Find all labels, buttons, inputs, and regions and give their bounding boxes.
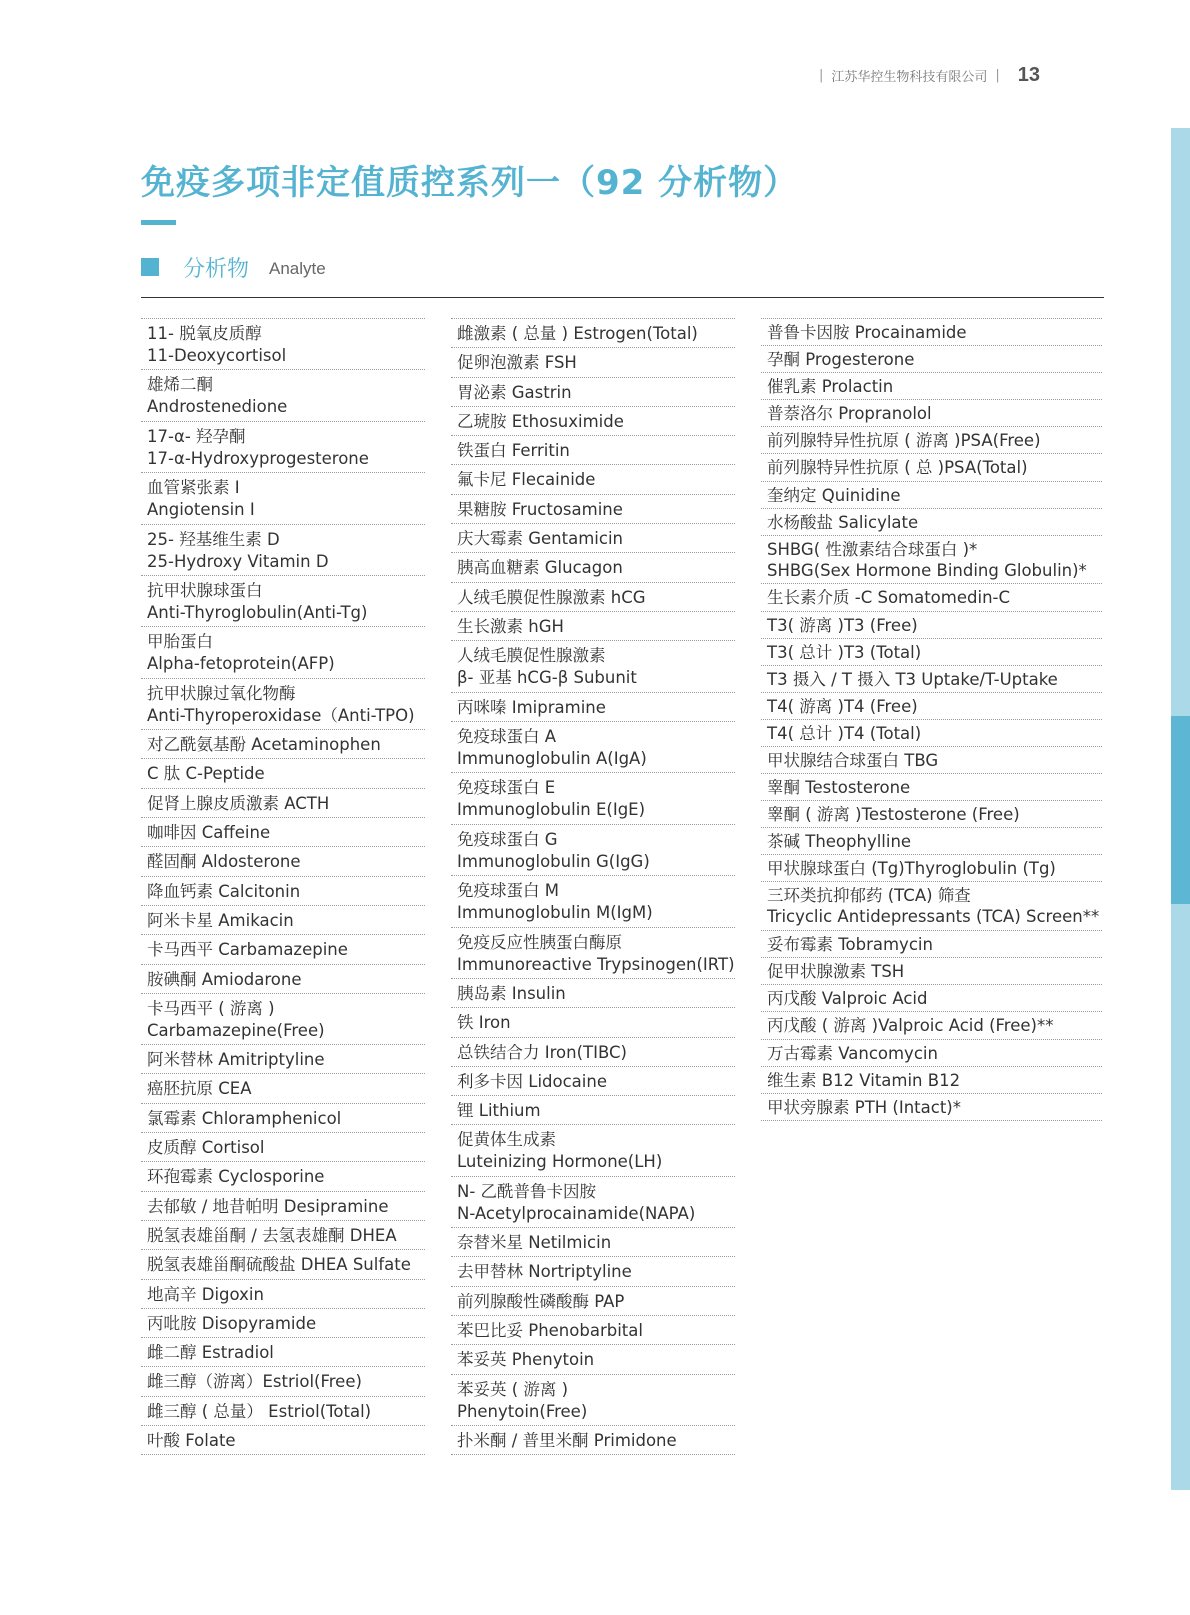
- analyte-name: 奎纳定 Quinidine: [767, 485, 901, 505]
- analyte-name: 果糖胺 Fructosamine: [457, 499, 623, 519]
- analyte-name: 甲胎蛋白: [147, 632, 213, 652]
- analyte-row: [451, 465, 735, 494]
- analyte-row: [451, 1067, 735, 1096]
- analyte-name: 免疫球蛋白 A: [457, 726, 557, 746]
- analyte-name: 丙戊酸 Valproic Acid: [767, 989, 928, 1009]
- analyte-name: 胃泌素 Gastrin: [457, 382, 572, 402]
- analyte-name: 促黄体生成素: [457, 1130, 556, 1150]
- analyte-name-line-2: 17-α-Hydroxyprogesterone: [147, 448, 369, 468]
- analyte-row: [451, 348, 735, 377]
- analyte-row: [451, 378, 735, 407]
- analyte-row: [141, 422, 425, 473]
- analyte-row: [141, 679, 425, 730]
- analyte-name: 叶酸 Folate: [147, 1431, 236, 1451]
- analyte-row: [141, 576, 425, 627]
- analyte-row: [141, 1221, 425, 1250]
- analyte-name: 11- 脱氧皮质醇: [147, 324, 262, 343]
- analyte-row: [451, 979, 735, 1008]
- analyte-row: [761, 639, 1102, 666]
- analyte-row: [141, 1045, 425, 1074]
- analyte-name-line-2: Immunoglobulin M(IgM): [457, 903, 653, 923]
- analyte-row: [761, 1067, 1102, 1094]
- analyte-name-line-2: Tricyclic Antidepressants (TCA) Screen**: [767, 907, 1100, 927]
- analyte-row: [761, 882, 1102, 931]
- analyte-column-1: [141, 318, 425, 1455]
- analyte-name: 卡马西平 Carbamazepine: [147, 940, 348, 960]
- analyte-name: 促肾上腺皮质激素 ACTH: [147, 793, 330, 813]
- analyte-row: [141, 1162, 425, 1191]
- analyte-name: 醛固酮 Aldosterone: [147, 852, 301, 872]
- analyte-name: 卡马西平 ( 游离 ): [147, 998, 275, 1018]
- analyte-name: 水杨酸盐 Salicylate: [767, 512, 919, 532]
- analyte-name: 雌三醇 ( 总量） Estriol(Total): [147, 1401, 372, 1421]
- analyte-name: 乙琥胺 Ethosuximide: [457, 411, 624, 431]
- analyte-row: [761, 666, 1102, 693]
- analyte-row: [451, 1287, 735, 1316]
- analyte-row: [761, 774, 1102, 801]
- analyte-row: [451, 436, 735, 465]
- analyte-name: 苯巴比妥 Phenobarbital: [457, 1321, 643, 1341]
- analyte-row: [761, 931, 1102, 958]
- analyte-name: 利多卡因 Lidocaine: [457, 1071, 607, 1091]
- analyte-name: 地高辛 Digoxin: [147, 1284, 264, 1304]
- analyte-column-3: [761, 318, 1102, 1121]
- page-title: 免疫多项非定值质控系列一（92 分析物）: [141, 163, 799, 203]
- analyte-row: [761, 427, 1102, 454]
- analyte-row: [141, 1338, 425, 1367]
- analyte-row: [451, 773, 735, 824]
- analyte-name: 25- 羟基维生素 D: [147, 529, 280, 549]
- analyte-name: 生长素介质 -C Somatomedin-C: [767, 588, 1010, 608]
- analyte-row: [451, 1345, 735, 1374]
- analyte-name: 抗甲状腺过氧化物酶: [147, 683, 296, 703]
- analyte-name-line-2: Phenytoin(Free): [457, 1401, 588, 1421]
- analyte-name-line-2: Immunoreactive Trypsinogen(IRT): [457, 954, 735, 974]
- analyte-name: 前列腺特异性抗原 ( 总 )PSA(Total): [767, 458, 1028, 478]
- analyte-name: 免疫球蛋白 G: [457, 829, 558, 849]
- title-underline: [141, 220, 176, 225]
- analyte-name-line-2: Androstenedione: [147, 397, 288, 417]
- analyte-row: [141, 473, 425, 524]
- analyte-row: [761, 373, 1102, 400]
- analyte-name: N- 乙酰普鲁卡因胺: [457, 1181, 597, 1201]
- analyte-name: 去甲替林 Nortriptyline: [457, 1262, 632, 1282]
- analyte-row: [141, 818, 425, 847]
- analyte-name: 苯妥英 Phenytoin: [457, 1350, 595, 1370]
- analyte-name-line-2: SHBG(Sex Hormone Binding Globulin)*: [767, 560, 1087, 580]
- analyte-name: T3( 总计 )T3 (Total): [767, 642, 922, 662]
- analyte-row: [451, 722, 735, 773]
- analyte-row: [141, 1250, 425, 1279]
- analyte-name-line-2: Immunoglobulin G(IgG): [457, 851, 650, 871]
- section-square-icon: [141, 258, 159, 276]
- analyte-name-line-2: β- 亚基 hCG-β Subunit: [457, 668, 637, 688]
- analyte-name: 前列腺酸性磷酸酶 PAP: [457, 1291, 625, 1311]
- analyte-column-2: [451, 318, 735, 1455]
- analyte-row: [761, 319, 1102, 346]
- analyte-name: 维生素 B12 Vitamin B12: [767, 1070, 961, 1090]
- analyte-row: [451, 928, 735, 979]
- analyte-row: [451, 524, 735, 553]
- analyte-row: [141, 789, 425, 818]
- analyte-name: 咖啡因 Caffeine: [147, 823, 271, 843]
- analyte-name: 生长激素 hGH: [457, 616, 564, 636]
- analyte-name: 普鲁卡因胺 Procainamide: [767, 323, 967, 342]
- analyte-row: [141, 935, 425, 964]
- analyte-row: [141, 877, 425, 906]
- analyte-row: [451, 319, 735, 348]
- analyte-name: 茶碱 Theophylline: [767, 832, 912, 852]
- analyte-name: T4( 游离 )T4 (Free): [767, 696, 918, 716]
- analyte-name: 奈替米星 Netilmicin: [457, 1233, 612, 1253]
- analyte-name: 锂 Lithium: [457, 1101, 541, 1121]
- analyte-row: [761, 958, 1102, 985]
- analyte-name: 免疫球蛋白 M: [457, 881, 559, 901]
- analyte-name: 铁 Iron: [457, 1013, 511, 1033]
- analyte-row: [141, 1192, 425, 1221]
- analyte-row: [451, 1228, 735, 1257]
- analyte-name: 丙戊酸 ( 游离 )Valproic Acid (Free)**: [767, 1016, 1054, 1036]
- analyte-row: [141, 1367, 425, 1396]
- analyte-name-line-2: Angiotensin I: [147, 500, 255, 520]
- analyte-name: 妥布霉素 Tobramycin: [767, 935, 933, 955]
- analyte-row: [141, 847, 425, 876]
- analyte-row: [451, 495, 735, 524]
- analyte-name: 17-α- 羟孕酮: [147, 426, 246, 446]
- analyte-name: 胰高血糖素 Glucagon: [457, 558, 623, 578]
- analyte-row: [141, 994, 425, 1045]
- analyte-name-line-2: Immunoglobulin E(IgE): [457, 800, 646, 820]
- analyte-row: [451, 1257, 735, 1286]
- analyte-name: 皮质醇 Cortisol: [147, 1138, 265, 1158]
- analyte-row: [451, 641, 735, 692]
- analyte-name-line-2: Alpha-fetoprotein(AFP): [147, 654, 335, 674]
- analyte-row: [141, 1280, 425, 1309]
- analyte-name: 氟卡尼 Flecainide: [457, 470, 596, 490]
- analyte-name: 环孢霉素 Cyclosporine: [147, 1167, 325, 1187]
- analyte-name: 铁蛋白 Ferritin: [457, 441, 570, 461]
- analyte-row: [451, 1316, 735, 1345]
- analyte-row: [451, 1177, 735, 1228]
- analyte-name-line-2: Carbamazepine(Free): [147, 1020, 325, 1040]
- analyte-row: [761, 801, 1102, 828]
- analyte-name: 对乙酰氨基酚 Acetaminophen: [147, 735, 381, 755]
- analyte-name: SHBG( 性激素结合球蛋白 )*: [767, 539, 978, 559]
- analyte-row: [761, 828, 1102, 855]
- analyte-row: [451, 583, 735, 612]
- analyte-row: [451, 825, 735, 876]
- analyte-name-line-2: 11-Deoxycortisol: [147, 346, 287, 365]
- analyte-row: [451, 1125, 735, 1176]
- analyte-row: [451, 612, 735, 641]
- analyte-row: [761, 536, 1102, 585]
- analyte-name-line-2: Immunoglobulin A(IgA): [457, 748, 647, 768]
- analyte-row: [761, 509, 1102, 536]
- analyte-row: [761, 400, 1102, 427]
- page-header: [811, 64, 1040, 87]
- analyte-row: [451, 1426, 735, 1455]
- header-divider-left: |: [818, 68, 824, 83]
- analyte-row: [761, 584, 1102, 611]
- analyte-row: [761, 720, 1102, 747]
- analyte-name: 氯霉素 Chloramphenicol: [147, 1108, 342, 1128]
- analyte-row: [451, 1375, 735, 1426]
- header-divider-right: |: [995, 68, 1000, 83]
- analyte-name: 促甲状腺激素 TSH: [767, 962, 905, 982]
- analyte-name-line-2: Anti-Thyroglobulin(Anti-Tg): [147, 602, 368, 622]
- analyte-name: 普萘洛尔 Propranolol: [767, 404, 932, 424]
- analyte-name: T4( 总计 )T4 (Total): [767, 723, 922, 743]
- analyte-name: 甲状旁腺素 PTH (Intact)*: [767, 1097, 961, 1117]
- analyte-name: 前列腺特异性抗原 ( 游离 )PSA(Free): [767, 431, 1041, 451]
- analyte-name: C 肽 C-Peptide: [147, 764, 265, 784]
- analyte-name: 总铁结合力 Iron(TIBC): [457, 1042, 627, 1062]
- analyte-row: [761, 1012, 1102, 1039]
- analyte-name: T3 摄入 / T 摄入 T3 Uptake/T-Uptake: [767, 669, 1058, 689]
- analyte-name: 甲状腺球蛋白 (Tg)Thyroglobulin (Tg): [767, 859, 1056, 879]
- company-name: 江苏华控生物科技有限公司: [831, 70, 988, 85]
- analyte-name: 三环类抗抑郁药 (TCA) 筛查: [767, 886, 971, 906]
- analyte-name: 催乳素 Prolactin: [767, 377, 894, 397]
- analyte-row: [141, 730, 425, 759]
- analyte-row: [141, 319, 425, 370]
- analyte-row: [141, 1074, 425, 1103]
- analyte-row: [761, 693, 1102, 720]
- analyte-name: 万古霉素 Vancomycin: [767, 1043, 938, 1063]
- analyte-row: [141, 1104, 425, 1133]
- analyte-row: [761, 1040, 1102, 1067]
- section-label-cn: 分析物: [183, 256, 250, 282]
- analyte-name-line-2: Anti-Thyroperoxidase（Anti-TPO): [147, 705, 415, 725]
- analyte-name-line-2: Luteinizing Hormone(LH): [457, 1152, 663, 1172]
- analyte-name: 雄烯二酮: [147, 375, 213, 395]
- analyte-name: 雌二醇 Estradiol: [147, 1343, 274, 1363]
- analyte-name: 阿米替林 Amitriptyline: [147, 1050, 325, 1070]
- analyte-row: [761, 454, 1102, 481]
- analyte-name: 脱氢表雄甾酮 / 去氢表雄酮 DHEA: [147, 1225, 397, 1245]
- analyte-row: [451, 1038, 735, 1067]
- analyte-row: [141, 906, 425, 935]
- analyte-row: [141, 1309, 425, 1338]
- analyte-row: [451, 1096, 735, 1125]
- analyte-name-line-2: N-Acetylprocainamide(NAPA): [457, 1203, 696, 1223]
- analyte-name: T3( 游离 )T3 (Free): [767, 615, 918, 635]
- analyte-name: 庆大霉素 Gentamicin: [457, 529, 623, 549]
- analyte-name: 胰岛素 Insulin: [457, 983, 566, 1003]
- analyte-row: [141, 1397, 425, 1426]
- analyte-name-line-2: 25-Hydroxy Vitamin D: [147, 551, 329, 571]
- analyte-row: [451, 876, 735, 927]
- analyte-row: [761, 1094, 1102, 1121]
- analyte-name: 孕酮 Progesterone: [767, 350, 915, 370]
- analyte-row: [141, 370, 425, 421]
- analyte-row: [451, 407, 735, 436]
- analyte-name: 阿米卡星 Amikacin: [147, 910, 294, 930]
- analyte-name: 胺碘酮 Amiodarone: [147, 969, 302, 989]
- analyte-name: 抗甲状腺球蛋白: [147, 580, 263, 600]
- side-decoration-accent: [1171, 716, 1190, 904]
- analyte-row: [761, 346, 1102, 373]
- analyte-row: [761, 985, 1102, 1012]
- analyte-name: 人绒毛膜促性腺激素 hCG: [457, 587, 646, 607]
- page-number: 13: [1017, 64, 1040, 86]
- analyte-name: 促卵泡激素 FSH: [457, 353, 577, 373]
- analyte-name: 丙吡胺 Disopyramide: [147, 1313, 317, 1333]
- analyte-row: [761, 855, 1102, 882]
- analyte-name: 降血钙素 Calcitonin: [147, 881, 301, 901]
- analyte-name: 甲状腺结合球蛋白 TBG: [767, 751, 939, 770]
- analyte-name: 扑米酮 / 普里米酮 Primidone: [457, 1431, 677, 1451]
- analyte-row: [761, 612, 1102, 639]
- analyte-name: 免疫球蛋白 E: [457, 778, 556, 798]
- analyte-name: 血管紧张素 I: [147, 478, 240, 498]
- analyte-row: [141, 627, 425, 678]
- section-label-en: Analyte: [269, 259, 326, 278]
- analyte-name: 去郁敏 / 地昔帕明 Desipramine: [147, 1196, 389, 1216]
- analyte-row: [141, 1426, 425, 1455]
- analyte-row: [761, 482, 1102, 509]
- analyte-row: [141, 525, 425, 576]
- section-heading: [141, 252, 326, 282]
- analyte-row: [451, 553, 735, 582]
- analyte-row: [141, 759, 425, 788]
- analyte-name: 睾酮 ( 游离 )Testosterone (Free): [767, 805, 1020, 825]
- analyte-name: 脱氢表雄甾酮硫酸盐 DHEA Sulfate: [147, 1255, 411, 1275]
- analyte-row: [451, 693, 735, 722]
- analyte-row: [141, 965, 425, 994]
- analyte-name: 雌激素 ( 总量 ) Estrogen(Total): [457, 324, 698, 343]
- analyte-name: 免疫反应性胰蛋白酶原: [457, 932, 622, 952]
- analyte-name: 癌胚抗原 CEA: [147, 1079, 252, 1099]
- analyte-name: 苯妥英 ( 游离 ): [457, 1379, 569, 1399]
- analyte-row: [451, 1008, 735, 1037]
- analyte-name: 丙咪嗪 Imipramine: [457, 697, 606, 717]
- section-divider: [141, 297, 1104, 298]
- analyte-row: [141, 1133, 425, 1162]
- analyte-row: [761, 747, 1102, 774]
- analyte-name: 雌三醇（游离）Estriol(Free): [147, 1372, 362, 1392]
- analyte-name: 睾酮 Testosterone: [767, 778, 911, 798]
- analyte-name: 人绒毛膜促性腺激素: [457, 646, 606, 666]
